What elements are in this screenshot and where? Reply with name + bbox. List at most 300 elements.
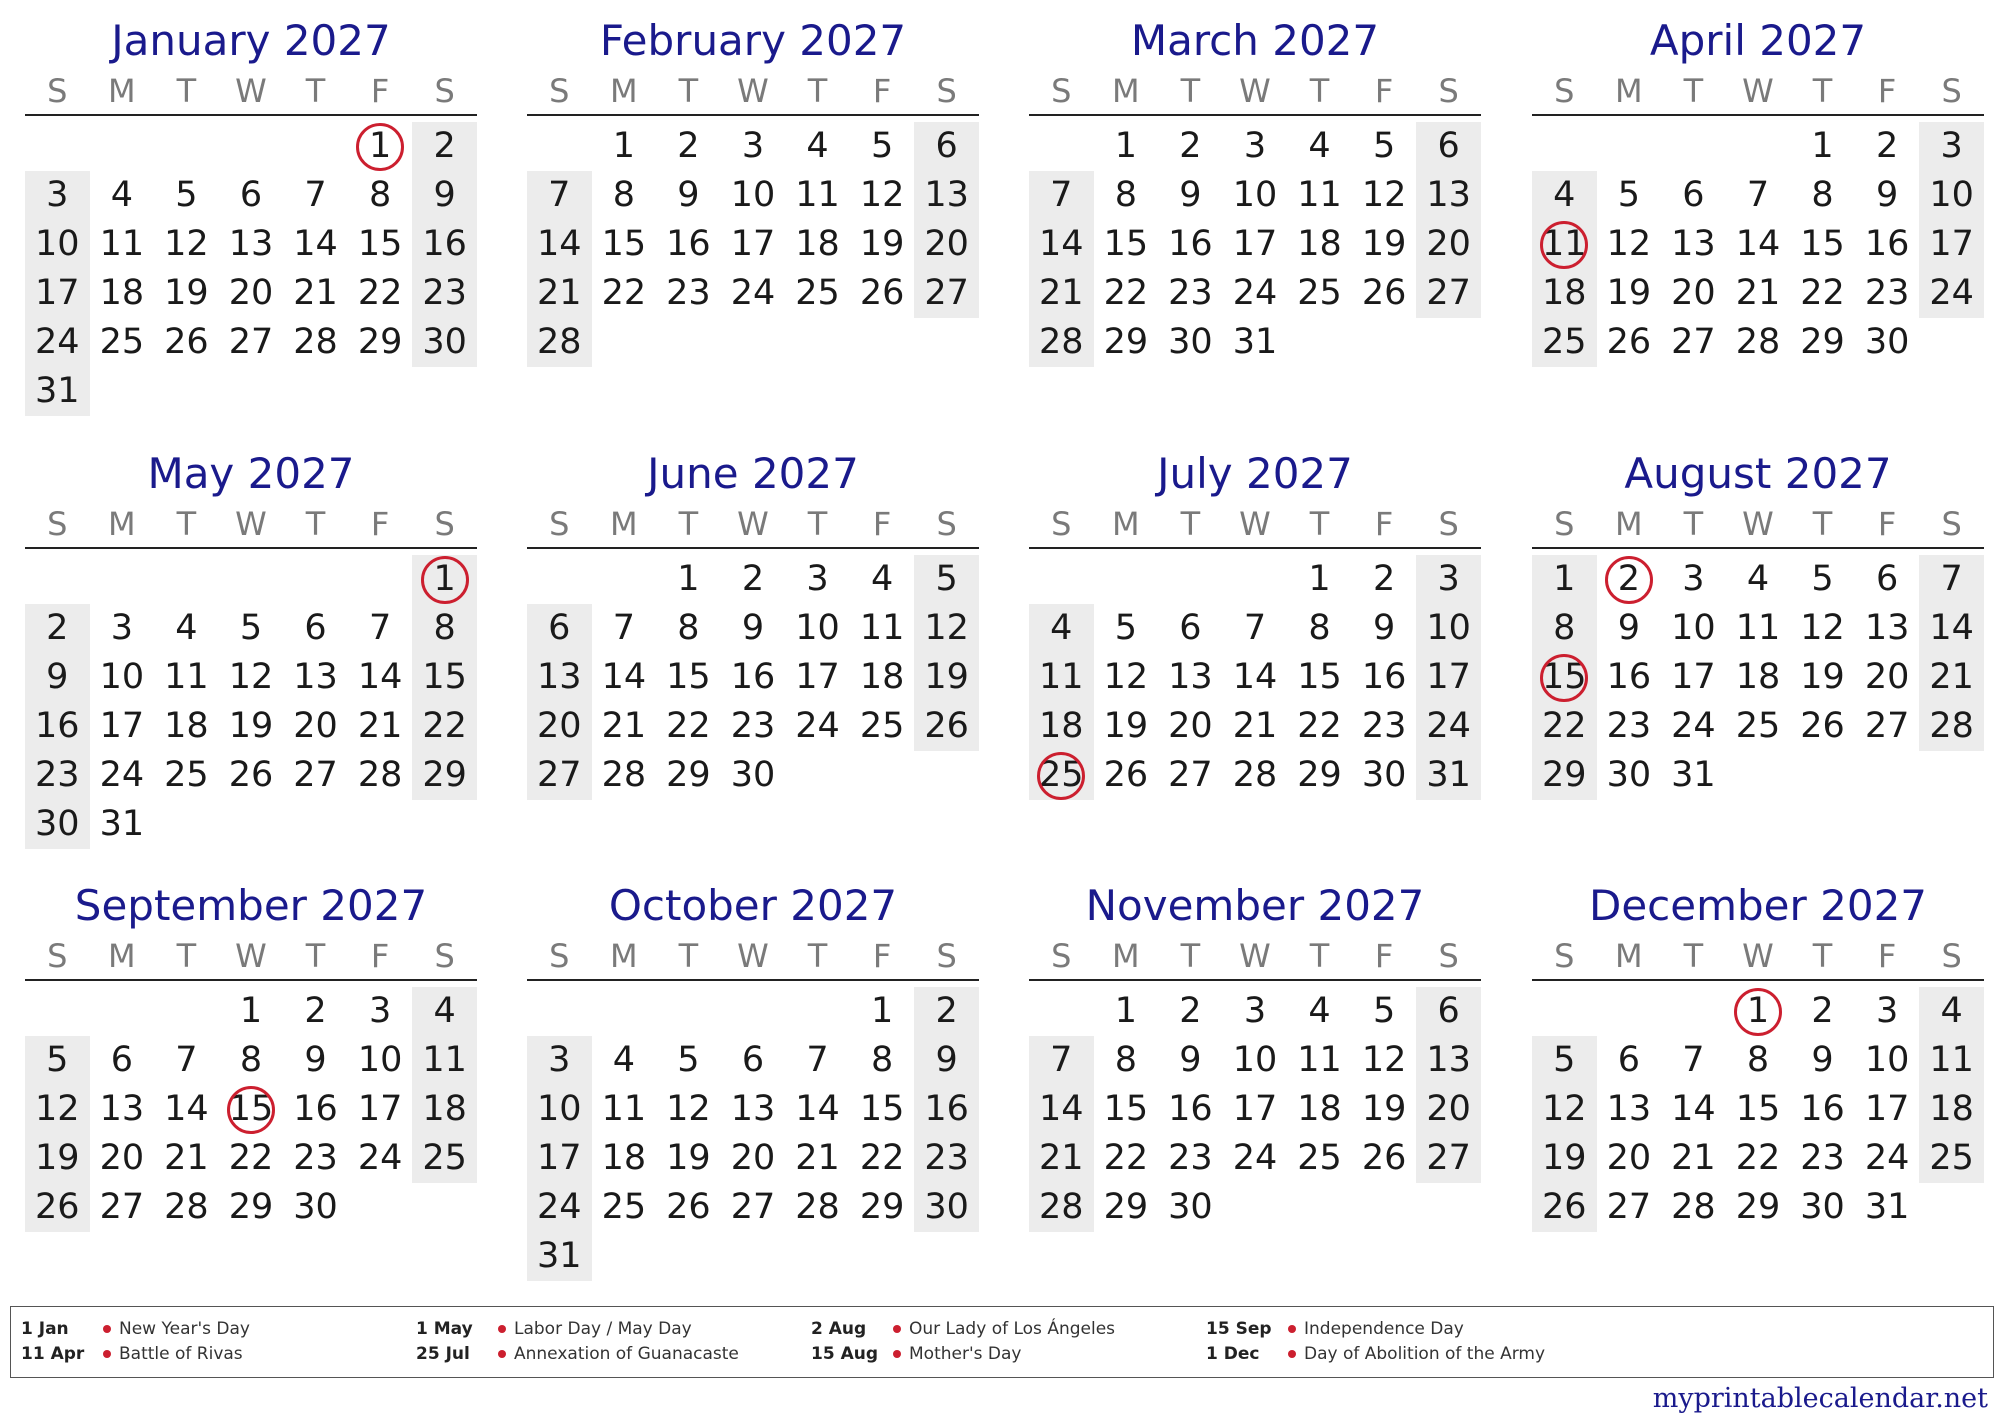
day-cell xyxy=(785,555,850,604)
day-number: 16 xyxy=(1800,1089,1845,1129)
day-number: 1 xyxy=(1747,987,1769,1036)
day-cell xyxy=(1223,702,1288,751)
day-cell xyxy=(1661,171,1726,220)
empty-cell xyxy=(348,1183,413,1232)
day-number: 16 xyxy=(666,224,711,264)
day-number: 28 xyxy=(601,755,647,795)
day-number: 25 xyxy=(795,273,840,313)
day-cell xyxy=(785,604,850,653)
day-cell xyxy=(1726,269,1791,318)
day-number: 28 xyxy=(357,755,403,795)
weekday-header: W xyxy=(219,68,284,115)
day-number: 19 xyxy=(35,1138,80,1178)
day-number: 23 xyxy=(293,1138,338,1178)
day-cell xyxy=(1790,318,1855,367)
day-number: 18 xyxy=(1735,657,1781,697)
day-number: 28 xyxy=(1039,322,1084,362)
day-number: 25 xyxy=(422,1138,467,1178)
day-number: 20 xyxy=(1168,706,1213,746)
legend-holiday-name: New Year's Day xyxy=(119,1319,250,1339)
day-number: 11 xyxy=(1297,1040,1342,1080)
day-number: 30 xyxy=(924,1187,969,1227)
day-number: 14 xyxy=(1039,1089,1084,1129)
day-cell xyxy=(1287,171,1352,220)
day-cell xyxy=(219,1183,284,1232)
day-number: 14 xyxy=(1039,224,1084,264)
weekend-day-cell xyxy=(412,1036,477,1085)
day-number: 9 xyxy=(1179,175,1202,215)
day-number: 2 xyxy=(304,991,327,1031)
day-number: 18 xyxy=(601,1138,647,1178)
day-number: 11 xyxy=(1735,608,1781,648)
day-cell xyxy=(283,653,348,702)
day-cell xyxy=(1855,1134,1920,1183)
day-cell xyxy=(1352,702,1417,751)
weekday-header: S xyxy=(914,933,979,980)
empty-cell xyxy=(283,555,348,604)
day-number: 24 xyxy=(99,755,145,795)
day-number: 16 xyxy=(422,224,467,264)
day-number: 17 xyxy=(1232,1089,1278,1129)
day-cell xyxy=(1726,702,1791,751)
day-number: 6 xyxy=(1682,175,1705,215)
empty-cell xyxy=(1597,987,1662,1036)
day-cell xyxy=(1855,1085,1920,1134)
day-number: 25 xyxy=(1039,751,1084,800)
day-number: 2 xyxy=(433,126,456,166)
day-cell xyxy=(656,1183,721,1232)
day-number: 2 xyxy=(935,991,958,1031)
day-number: 16 xyxy=(730,657,776,697)
day-cell xyxy=(785,220,850,269)
weekend-day-cell xyxy=(914,171,979,220)
day-cell xyxy=(1223,604,1288,653)
day-number: 18 xyxy=(795,224,840,264)
day-cell xyxy=(656,653,721,702)
weekend-day-cell xyxy=(1919,653,1984,702)
day-cell xyxy=(1158,122,1223,171)
day-cell xyxy=(656,220,721,269)
legend-date: 2 Aug xyxy=(811,1319,867,1339)
weekend-day-cell xyxy=(1532,318,1597,367)
day-cell xyxy=(1287,1036,1352,1085)
day-cell xyxy=(850,604,915,653)
day-number: 1 xyxy=(1114,991,1137,1031)
day-number: 11 xyxy=(422,1040,467,1080)
day-number: 31 xyxy=(1671,755,1716,795)
day-cell xyxy=(1094,220,1159,269)
day-number: 20 xyxy=(1671,273,1716,313)
day-number: 25 xyxy=(164,755,209,795)
day-number: 23 xyxy=(35,755,80,795)
empty-cell xyxy=(1532,122,1597,171)
day-cell xyxy=(785,1134,850,1183)
weekday-header: T xyxy=(283,68,348,115)
weekday-header: W xyxy=(1726,68,1791,115)
day-number: 23 xyxy=(1800,1138,1845,1178)
day-number: 5 xyxy=(1114,608,1137,648)
day-number: 7 xyxy=(175,1040,198,1080)
day-number: 3 xyxy=(1243,126,1267,166)
day-number: 12 xyxy=(1542,1089,1587,1129)
day-number: 21 xyxy=(164,1138,209,1178)
day-number: 30 xyxy=(422,322,467,362)
day-cell xyxy=(348,702,413,751)
day-number: 10 xyxy=(1864,1040,1910,1080)
day-cell xyxy=(219,1134,284,1183)
day-number: 26 xyxy=(35,1187,80,1227)
day-number: 15 xyxy=(666,657,711,697)
legend-item xyxy=(416,1342,796,1366)
day-number: 22 xyxy=(422,706,467,746)
day-cell xyxy=(90,1134,155,1183)
day-cell xyxy=(90,1085,155,1134)
day-cell xyxy=(1223,269,1288,318)
day-number: 17 xyxy=(795,657,840,697)
weekday-header: S xyxy=(527,933,592,980)
month-title: September 2027 xyxy=(74,881,428,930)
month-table xyxy=(527,68,979,367)
empty-cell xyxy=(25,122,90,171)
day-number: 1 xyxy=(369,122,391,171)
day-cell xyxy=(721,604,786,653)
month-table xyxy=(1532,501,1984,800)
day-cell xyxy=(1661,702,1726,751)
weekend-day-cell xyxy=(1416,987,1481,1036)
day-cell xyxy=(1790,604,1855,653)
day-number: 28 xyxy=(1232,755,1278,795)
day-number: 5 xyxy=(1553,1040,1576,1080)
holiday-circle-icon xyxy=(1540,654,1588,702)
weekday-header: M xyxy=(1094,501,1159,548)
weekend-day-cell xyxy=(1416,220,1481,269)
day-number: 10 xyxy=(357,1040,403,1080)
weekend-day-cell xyxy=(1029,1085,1094,1134)
weekend-day-cell xyxy=(1919,269,1984,318)
weekend-day-cell xyxy=(1416,1134,1481,1183)
holiday-circle-icon xyxy=(421,556,469,604)
weekend-day-cell xyxy=(1029,604,1094,653)
day-number: 5 xyxy=(935,559,958,599)
weekday-header: M xyxy=(1597,501,1662,548)
day-cell xyxy=(1597,1085,1662,1134)
day-cell xyxy=(1223,1134,1288,1183)
day-cell xyxy=(1352,220,1417,269)
day-number: 12 xyxy=(1800,608,1845,648)
day-number: 1 xyxy=(1811,126,1834,166)
day-number: 3 xyxy=(1940,126,1963,166)
day-number: 18 xyxy=(1039,706,1084,746)
weekday-header: F xyxy=(850,68,915,115)
day-number: 1 xyxy=(1308,559,1331,599)
day-number: 25 xyxy=(859,706,905,746)
day-cell xyxy=(1855,122,1920,171)
day-number: 29 xyxy=(859,1187,905,1227)
day-cell xyxy=(1661,751,1726,800)
weekend-day-cell xyxy=(1029,1036,1094,1085)
weekend-day-cell xyxy=(1532,1085,1597,1134)
weekend-day-cell xyxy=(914,220,979,269)
day-number: 10 xyxy=(537,1089,582,1129)
weekend-day-cell xyxy=(914,702,979,751)
month-title: June 2027 xyxy=(647,449,859,498)
weekday-header: F xyxy=(1352,68,1417,115)
day-number: 13 xyxy=(228,224,274,264)
weekend-day-cell xyxy=(25,702,90,751)
day-number: 23 xyxy=(1606,706,1652,746)
day-number: 17 xyxy=(1671,657,1716,697)
weekday-header: W xyxy=(1223,68,1288,115)
day-number: 20 xyxy=(99,1138,145,1178)
day-number: 21 xyxy=(1671,1138,1716,1178)
day-number: 17 xyxy=(99,706,145,746)
month-title: November 2027 xyxy=(1085,881,1425,930)
empty-cell xyxy=(1790,751,1855,800)
day-number: 30 xyxy=(293,1187,338,1227)
day-cell xyxy=(1287,555,1352,604)
day-cell xyxy=(1790,1036,1855,1085)
day-cell xyxy=(348,987,413,1036)
weekday-header: T xyxy=(785,68,850,115)
day-number: 26 xyxy=(1103,755,1149,795)
weekday-header: M xyxy=(1597,933,1662,980)
month-block xyxy=(527,879,979,1299)
day-cell xyxy=(1855,220,1920,269)
day-number: 24 xyxy=(730,273,776,313)
weekend-day-cell xyxy=(1919,555,1984,604)
day-number: 30 xyxy=(1800,1187,1845,1227)
day-cell xyxy=(850,171,915,220)
day-number: 26 xyxy=(1361,273,1407,313)
day-cell xyxy=(154,318,219,367)
day-number: 8 xyxy=(1811,175,1834,215)
empty-cell xyxy=(527,555,592,604)
day-number: 22 xyxy=(228,1138,274,1178)
day-number: 15 xyxy=(1800,224,1845,264)
day-cell xyxy=(1661,555,1726,604)
empty-cell xyxy=(1661,122,1726,171)
day-cell xyxy=(1223,751,1288,800)
day-number: 25 xyxy=(601,1187,647,1227)
day-cell xyxy=(1287,653,1352,702)
day-cell xyxy=(1855,1183,1920,1232)
empty-cell xyxy=(1597,122,1662,171)
day-number: 21 xyxy=(357,706,403,746)
day-cell xyxy=(348,269,413,318)
day-cell xyxy=(1158,1036,1223,1085)
day-number: 4 xyxy=(110,175,133,215)
day-cell xyxy=(348,1036,413,1085)
day-number: 22 xyxy=(1297,706,1342,746)
day-number: 9 xyxy=(1617,608,1640,648)
day-number: 4 xyxy=(1308,126,1331,166)
day-cell xyxy=(1855,987,1920,1036)
day-number: 20 xyxy=(730,1138,776,1178)
weekday-header: T xyxy=(1158,68,1223,115)
weekday-header: S xyxy=(914,68,979,115)
day-cell xyxy=(592,1036,657,1085)
weekend-day-cell xyxy=(527,702,592,751)
empty-cell xyxy=(721,1232,786,1281)
day-number: 8 xyxy=(1308,608,1331,648)
month-block xyxy=(25,14,477,434)
month-title: October 2027 xyxy=(608,881,898,930)
weekday-header: T xyxy=(1790,68,1855,115)
day-number: 6 xyxy=(1179,608,1202,648)
day-cell xyxy=(1223,122,1288,171)
weekend-day-cell xyxy=(25,171,90,220)
day-cell xyxy=(154,1036,219,1085)
day-number: 15 xyxy=(422,657,467,697)
day-cell xyxy=(219,702,284,751)
day-number: 12 xyxy=(1606,224,1652,264)
legend-item xyxy=(811,1342,1191,1366)
day-cell xyxy=(348,122,413,171)
day-cell xyxy=(283,171,348,220)
weekday-header: T xyxy=(283,501,348,548)
day-number: 21 xyxy=(1039,273,1084,313)
day-number: 22 xyxy=(1103,1138,1149,1178)
weekend-day-cell xyxy=(527,1183,592,1232)
day-cell xyxy=(154,702,219,751)
site-footer-link[interactable]: myprintablecalendar.net xyxy=(1652,1383,1988,1414)
day-number: 28 xyxy=(1735,322,1781,362)
day-number: 27 xyxy=(1671,322,1716,362)
day-number: 6 xyxy=(935,126,958,166)
day-number: 24 xyxy=(795,706,840,746)
day-cell xyxy=(90,800,155,849)
day-number: 4 xyxy=(806,126,829,166)
day-number: 24 xyxy=(537,1187,582,1227)
day-cell xyxy=(1223,653,1288,702)
day-cell xyxy=(1726,171,1791,220)
day-number: 5 xyxy=(1372,991,1396,1031)
day-number: 27 xyxy=(1426,273,1471,313)
day-number: 19 xyxy=(1361,1089,1407,1129)
day-cell xyxy=(1352,171,1417,220)
day-cell xyxy=(656,702,721,751)
day-number: 21 xyxy=(1735,273,1781,313)
day-cell xyxy=(1352,269,1417,318)
day-cell xyxy=(90,702,155,751)
month-table xyxy=(25,68,477,416)
day-cell xyxy=(1287,702,1352,751)
day-number: 20 xyxy=(1864,657,1910,697)
day-number: 1 xyxy=(434,555,456,604)
day-cell xyxy=(785,1036,850,1085)
day-number: 22 xyxy=(1103,273,1149,313)
day-cell xyxy=(1352,1036,1417,1085)
weekday-header: T xyxy=(1287,933,1352,980)
day-cell xyxy=(1790,702,1855,751)
day-number: 28 xyxy=(795,1187,840,1227)
empty-cell xyxy=(850,318,915,367)
empty-cell xyxy=(1094,555,1159,604)
day-cell xyxy=(721,269,786,318)
weekday-header: T xyxy=(656,68,721,115)
bullet-dot-icon xyxy=(893,1350,901,1358)
weekend-day-cell xyxy=(25,800,90,849)
day-cell xyxy=(850,653,915,702)
day-number: 6 xyxy=(110,1040,133,1080)
day-cell xyxy=(850,220,915,269)
day-number: 24 xyxy=(1929,273,1974,313)
day-cell xyxy=(1855,653,1920,702)
weekday-header: T xyxy=(1158,501,1223,548)
weekday-header: F xyxy=(348,68,413,115)
day-number: 1 xyxy=(612,126,635,166)
day-number: 20 xyxy=(1606,1138,1652,1178)
day-cell xyxy=(90,318,155,367)
day-number: 11 xyxy=(1542,220,1587,269)
day-cell xyxy=(656,269,721,318)
weekend-day-cell xyxy=(412,171,477,220)
month-table xyxy=(1029,68,1481,367)
weekend-day-cell xyxy=(527,1134,592,1183)
day-number: 26 xyxy=(1361,1138,1407,1178)
weekday-header: T xyxy=(1790,501,1855,548)
weekend-day-cell xyxy=(1919,1134,1984,1183)
day-cell xyxy=(1287,751,1352,800)
weekday-header: T xyxy=(1790,933,1855,980)
day-number: 9 xyxy=(1875,175,1899,215)
day-number: 6 xyxy=(1617,1040,1640,1080)
day-cell xyxy=(1094,751,1159,800)
day-number: 6 xyxy=(1875,559,1899,599)
day-number: 4 xyxy=(433,991,456,1031)
day-cell xyxy=(1790,171,1855,220)
weekend-day-cell xyxy=(1029,220,1094,269)
legend-date: 25 Jul xyxy=(416,1344,470,1364)
day-number: 29 xyxy=(1103,322,1149,362)
day-cell xyxy=(592,122,657,171)
empty-cell xyxy=(90,987,155,1036)
day-cell xyxy=(785,171,850,220)
day-cell xyxy=(1352,1134,1417,1183)
day-number: 9 xyxy=(304,1040,327,1080)
day-number: 6 xyxy=(239,175,263,215)
month-block xyxy=(25,447,477,867)
weekend-day-cell xyxy=(914,604,979,653)
day-cell xyxy=(1790,1085,1855,1134)
day-number: 27 xyxy=(537,755,582,795)
empty-cell xyxy=(412,800,477,849)
day-number: 4 xyxy=(1050,608,1073,648)
day-number: 19 xyxy=(228,706,274,746)
day-cell xyxy=(283,318,348,367)
weekend-day-cell xyxy=(1029,269,1094,318)
day-number: 12 xyxy=(666,1089,711,1129)
day-number: 13 xyxy=(924,175,969,215)
day-number: 3 xyxy=(368,991,392,1031)
weekday-header: M xyxy=(90,933,155,980)
empty-cell xyxy=(1919,1183,1984,1232)
day-number: 18 xyxy=(422,1089,467,1129)
day-cell xyxy=(1661,604,1726,653)
day-number: 24 xyxy=(357,1138,403,1178)
legend-holiday-name: Labor Day / May Day xyxy=(514,1319,692,1339)
weekday-header: F xyxy=(1352,501,1417,548)
day-cell xyxy=(1158,702,1223,751)
day-number: 25 xyxy=(1929,1138,1974,1178)
empty-cell xyxy=(850,751,915,800)
empty-cell xyxy=(90,367,155,416)
day-cell xyxy=(1352,751,1417,800)
day-number: 5 xyxy=(1617,175,1640,215)
day-cell xyxy=(1352,1085,1417,1134)
legend-holiday-name: Battle of Rivas xyxy=(119,1344,243,1364)
weekday-header: S xyxy=(1416,501,1481,548)
